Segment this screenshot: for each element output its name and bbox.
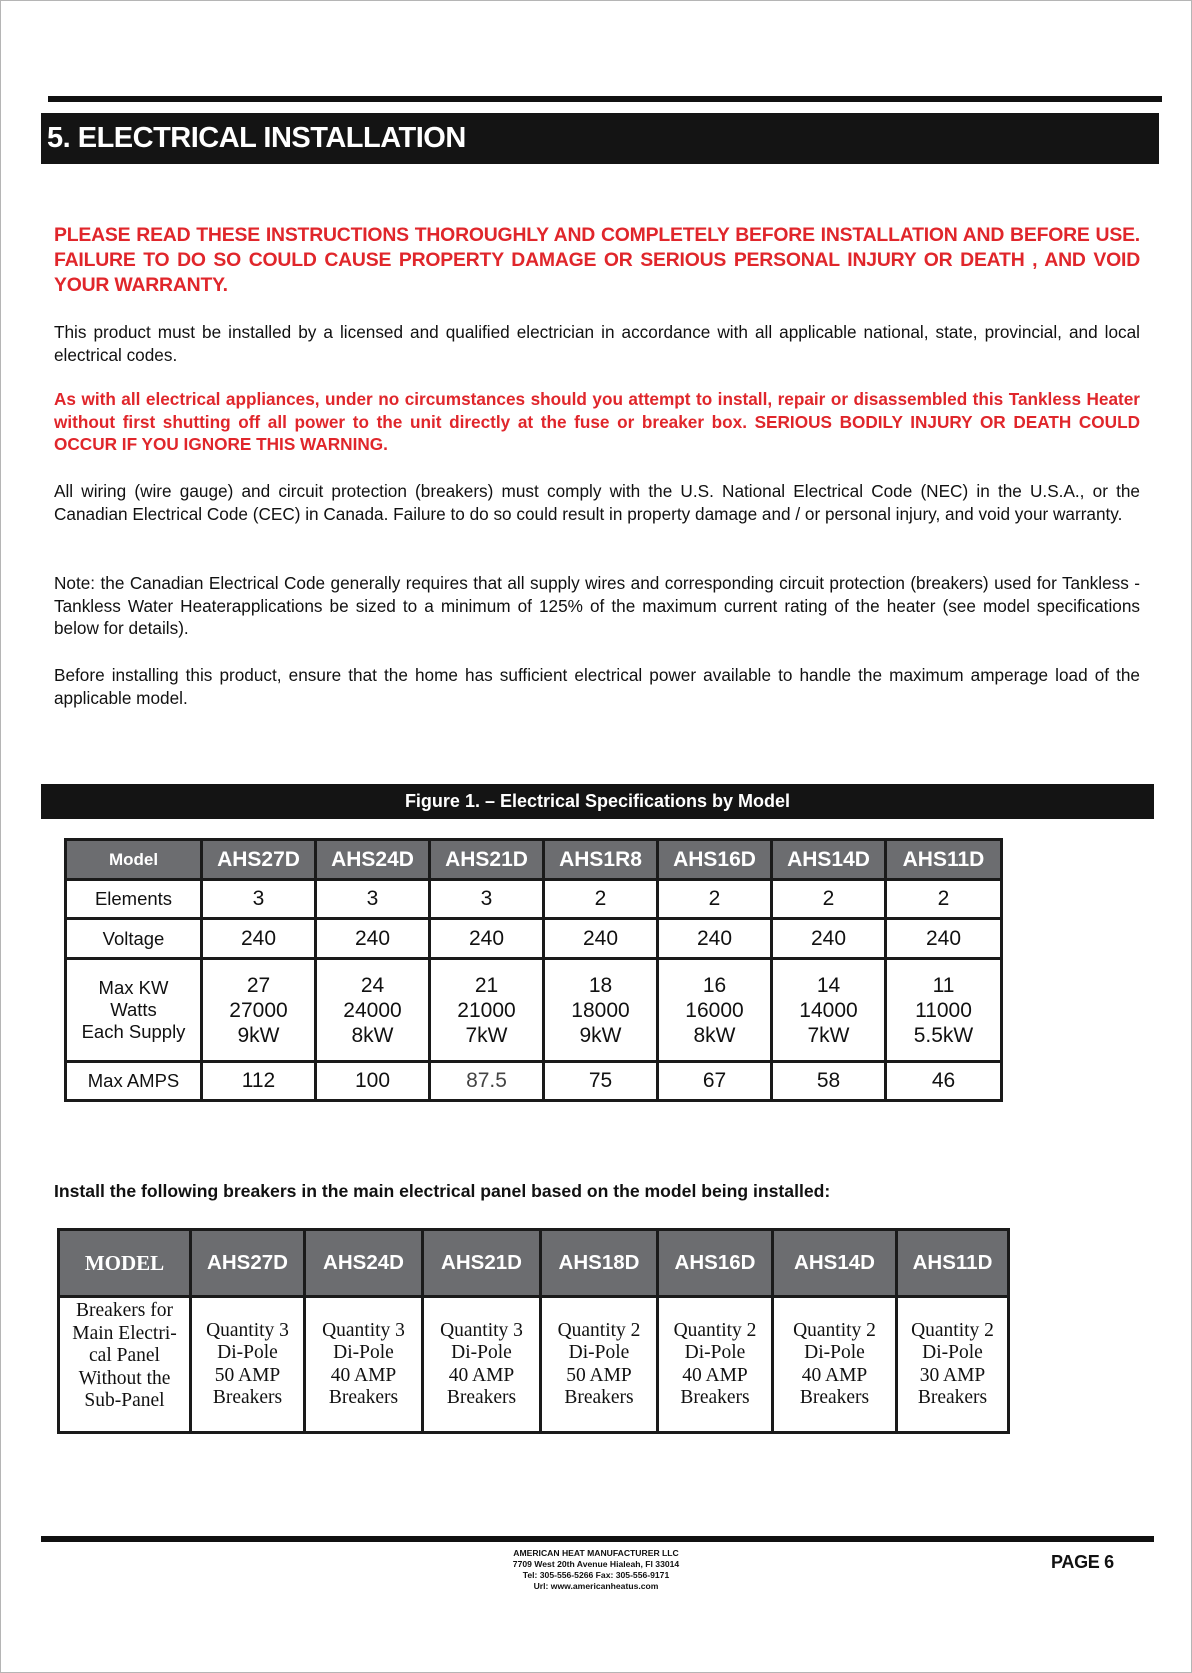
breaker-header-row <box>59 1230 1009 1297</box>
breaker-cell <box>897 1297 1009 1433</box>
wiring-paragraph: All wiring (wire gauge) and circuit protection (breakers) must comply with the U.S. National Electrical Code (NEC) in the U.S.A., or the Canadian Electrical Code (CEC) in Canada. Failure to do so could result in property damage and / or personal injury, and void your warranty. <box>54 481 1140 524</box>
footer-url: Url: www.americanheatus.com <box>533 1581 659 1591</box>
canadian-note-paragraph: Note: the Canadian Electrical Code generally requires that all supply wires and corresponding circuit protection (breakers) used for Tankless - Tankless Water Heaterapplications be sized to a minimum of 125% of the maximum current rating of the heater (see model specifications below for details). <box>54 573 1140 638</box>
breaker-header-cell: MODEL <box>59 1230 191 1297</box>
spec-cell: 14 14000 7kW <box>772 959 886 1062</box>
spec-header-cell: AHS24D <box>316 840 430 880</box>
breaker-header-cell: AHS24D <box>305 1230 423 1297</box>
spec-header-row <box>66 840 1002 880</box>
breaker-instruction: Install the following breakers in the main electrical panel based on the model being installed: <box>54 1181 831 1201</box>
spec-header-cell: AHS16D <box>658 840 772 880</box>
spec-cell: 24 24000 8kW <box>316 959 430 1062</box>
spec-row-max-amps <box>66 1062 1002 1101</box>
spec-cell: 240 <box>430 919 544 959</box>
bottom-rule <box>41 1536 1154 1542</box>
spec-cell: 18 18000 9kW <box>544 959 658 1062</box>
spec-header-cell: Model <box>66 840 202 880</box>
spec-row-elements <box>66 880 1002 919</box>
spec-cell: 3 <box>316 880 430 919</box>
spec-cell: 240 <box>772 919 886 959</box>
section-title: 5. ELECTRICAL INSTALLATION <box>41 113 1159 164</box>
page-number: PAGE 6 <box>1051 1552 1114 1572</box>
warning-power-paragraph: As with all electrical appliances, under no circumstances should you attempt to install, repair or disassembled this Tankless Heater without first shutting off all power to the unit directly at the fuse or breaker box. SERIOUS BODILY INJURY OR DEATH COULD OCCUR IF YOU IGNORE THIS WARNING. <box>54 389 1140 454</box>
breaker-cell-text: Quantity 2 Di-Pole 30 AMP Breakers <box>911 1319 994 1408</box>
spec-cell: 240 <box>202 919 316 959</box>
spec-row-label: Max KW Watts Each Supply <box>66 959 202 1062</box>
spec-header-cell: AHS11D <box>886 840 1002 880</box>
footer-phone: Tel: 305-556-5266 Fax: 305-556-9171 <box>522 1570 670 1580</box>
breaker-row <box>59 1297 1009 1433</box>
breaker-row-label <box>59 1297 191 1433</box>
breaker-cell <box>191 1297 305 1433</box>
spec-cell: 46 <box>886 1062 1002 1101</box>
spec-cell: 21 21000 7kW <box>430 959 544 1062</box>
breaker-header-cell: AHS21D <box>423 1230 541 1297</box>
breaker-cell <box>658 1297 773 1433</box>
spec-row-label: Max AMPS <box>66 1062 202 1101</box>
breaker-cell <box>541 1297 658 1433</box>
warning-main-paragraph: PLEASE READ THESE INSTRUCTIONS THOROUGHLY AND COMPLETELY BEFORE INSTALLATION AND BEFORE USE. FAILURE TO DO SO COULD CAUSE PROPERTY DAMAGE OR SERIOUS PERSONAL INJURY OR DEATH , AND VOID YOUR WARRANTY. <box>54 224 1140 296</box>
spec-cell: 11 11000 5.5kW <box>886 959 1002 1062</box>
breaker-label-text: Breakers for Main Electri- cal Panel Without the Sub-Panel <box>72 1300 177 1411</box>
spec-cell: 240 <box>886 919 1002 959</box>
spec-cell: 100 <box>316 1062 430 1101</box>
spec-cell: 2 <box>544 880 658 919</box>
breaker-cell-text: Quantity 2 Di-Pole 40 AMP Breakers <box>793 1319 876 1408</box>
electrical-spec-table <box>64 838 1003 1102</box>
spec-cell: 87.5 <box>430 1062 544 1101</box>
breaker-table <box>57 1228 1010 1434</box>
footer-company-info <box>421 1548 771 1592</box>
spec-row-max-kw <box>66 959 1002 1062</box>
breaker-cell-text: Quantity 3 Di-Pole 50 AMP Breakers <box>206 1319 289 1408</box>
spec-row-label: Voltage <box>66 919 202 959</box>
breaker-cell <box>305 1297 423 1433</box>
spec-header-cell: AHS21D <box>430 840 544 880</box>
spec-cell: 3 <box>202 880 316 919</box>
spec-cell: 75 <box>544 1062 658 1101</box>
spec-cell: 3 <box>430 880 544 919</box>
breaker-header-cell: AHS11D <box>897 1230 1009 1297</box>
spec-cell: 2 <box>772 880 886 919</box>
spec-row-label: Elements <box>66 880 202 919</box>
spec-cell: 2 <box>658 880 772 919</box>
breaker-cell <box>773 1297 897 1433</box>
spec-cell: 27 27000 9kW <box>202 959 316 1062</box>
footer-company-name: AMERICAN HEAT MANUFACTURER LLC <box>513 1548 679 1558</box>
spec-cell: 240 <box>658 919 772 959</box>
before-installing-paragraph: Before installing this product, ensure that the home has sufficient electrical power available to handle the maximum amperage load of the applicable model. <box>54 665 1140 708</box>
breaker-cell-text: Quantity 2 Di-Pole 50 AMP Breakers <box>557 1319 641 1408</box>
breaker-cell <box>423 1297 541 1433</box>
spec-cell: 67 <box>658 1062 772 1101</box>
spec-header-cell: AHS27D <box>202 840 316 880</box>
spec-cell: 16 16000 8kW <box>658 959 772 1062</box>
licensed-electrician-paragraph: This product must be installed by a licensed and qualified electrician in accordance with all applicable national, state, provincial, and local electrical codes. <box>54 322 1140 365</box>
footer-address: 7709 West 20th Avenue Hialeah, Fl 33014 <box>512 1559 680 1569</box>
figure-title: Figure 1. – Electrical Specifications by Model <box>41 784 1154 819</box>
breaker-header-cell: AHS16D <box>658 1230 773 1297</box>
breaker-header-cell: AHS27D <box>191 1230 305 1297</box>
breaker-cell-text: Quantity 2 Di-Pole 40 AMP Breakers <box>673 1319 757 1408</box>
breaker-header-cell: AHS18D <box>541 1230 658 1297</box>
spec-cell: 112 <box>202 1062 316 1101</box>
spec-row-voltage <box>66 919 1002 959</box>
spec-cell: 2 <box>886 880 1002 919</box>
top-rule <box>48 96 1162 102</box>
breaker-cell-text: Quantity 3 Di-Pole 40 AMP Breakers <box>322 1319 405 1408</box>
breaker-header-cell: AHS14D <box>773 1230 897 1297</box>
spec-header-cell: AHS14D <box>772 840 886 880</box>
spec-header-cell: AHS1R8 <box>544 840 658 880</box>
breaker-cell-text: Quantity 3 Di-Pole 40 AMP Breakers <box>440 1319 523 1408</box>
spec-cell: 58 <box>772 1062 886 1101</box>
spec-cell: 240 <box>544 919 658 959</box>
spec-cell: 240 <box>316 919 430 959</box>
